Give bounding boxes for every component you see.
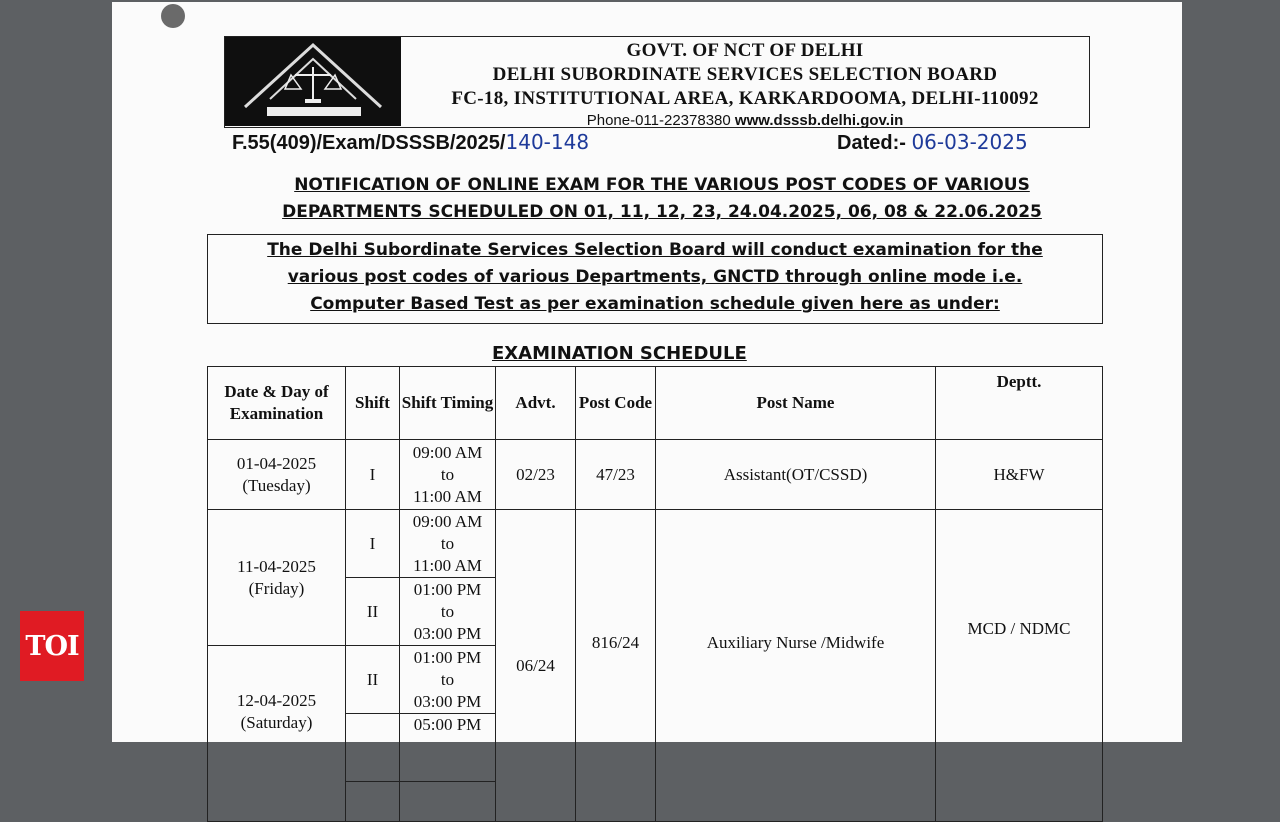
row2-shift: I	[346, 510, 400, 578]
row1-day: (Tuesday)	[242, 475, 311, 495]
handwritten-date: 06-03-2025	[911, 130, 1028, 154]
row4-timing	[400, 646, 496, 714]
letterhead-phone: Phone-011-22378380	[586, 112, 731, 129]
row2-post-name: Auxiliary Nurse /Midwife	[656, 510, 936, 822]
row1-advt: 02/23	[496, 440, 576, 510]
notification-line-1: NOTIFICATION OF ONLINE EXAM FOR THE VARIOUS POST CODES OF VARIOUS	[294, 175, 1030, 195]
table-row	[208, 440, 1103, 510]
row1-post-name: Assistant(OT/CSSD)	[656, 440, 936, 510]
toi-logo: TOI	[20, 611, 84, 681]
intro-line-3: Computer Based Test as per examination schedule given here as under:	[310, 294, 1000, 314]
letterhead	[224, 36, 1090, 128]
row1-date-cell	[208, 440, 346, 510]
letterhead-website: www.dsssb.delhi.gov.in	[734, 112, 904, 129]
schedule-title: EXAMINATION SCHEDULE	[492, 343, 747, 364]
row3-timing-to: to	[440, 601, 455, 621]
file-number: F.55(409)/Exam/DSSSB/2025/	[232, 132, 506, 154]
schedule-table	[207, 366, 1103, 822]
row1-timing-to: to	[440, 464, 455, 484]
row1-timing-start: 09:00 AM	[412, 442, 483, 462]
letterhead-board: DELHI SUBORDINATE SERVICES SELECTION BOARD	[492, 64, 998, 85]
row1-deptt: H&FW	[936, 440, 1103, 510]
row4-timing-end: 03:00 PM	[413, 691, 482, 711]
table-row	[208, 510, 1103, 578]
row6-timing	[400, 782, 496, 822]
row5-timing	[400, 714, 496, 782]
row5-shift	[346, 714, 400, 782]
dated	[837, 130, 1028, 155]
row2-day: (Friday)	[248, 578, 305, 598]
row3-timing-end: 03:00 PM	[413, 623, 482, 643]
dsssb-logo	[225, 37, 401, 126]
row4-timing-start: 01:00 PM	[413, 647, 482, 667]
row2-deptt: MCD / NDMC	[936, 510, 1103, 822]
row4-shift: II	[346, 646, 400, 714]
header-timing: Shift Timing	[400, 367, 496, 440]
header-advt: Advt.	[496, 367, 576, 440]
row3-timing-start: 01:00 PM	[413, 579, 482, 599]
row2-date: 11-04-2025	[237, 556, 316, 576]
row2-advt: 06/24	[496, 510, 576, 822]
row1-timing	[400, 440, 496, 510]
row2-date-cell	[208, 510, 346, 646]
row2-post-code: 816/24	[576, 510, 656, 822]
reference-number	[232, 130, 589, 155]
dated-label: Dated:-	[837, 132, 906, 154]
row5-timing-start: 05:00 PM	[413, 715, 482, 734]
row3-timing	[400, 578, 496, 646]
row2-timing	[400, 510, 496, 578]
letterhead-govt: GOVT. OF NCT OF DELHI	[626, 40, 864, 61]
intro-line-1: The Delhi Subordinate Services Selection Board will conduct examination for the	[267, 240, 1043, 260]
row2-timing-start: 09:00 AM	[412, 511, 483, 531]
letterhead-address: FC-18, INSTITUTIONAL AREA, KARKARDOOMA, DELHI-110092	[451, 88, 1039, 109]
header-post-code: Post Code	[576, 367, 656, 440]
document-page	[112, 2, 1182, 742]
row2-timing-to: to	[440, 533, 455, 553]
punch-hole	[161, 4, 185, 28]
notification-title	[222, 172, 1102, 226]
row6-shift	[346, 782, 400, 822]
row1-shift: I	[346, 440, 400, 510]
row4-date: 12-04-2025	[236, 691, 317, 710]
row1-timing-end: 11:00 AM	[413, 486, 482, 506]
row2-timing-end: 11:00 AM	[413, 555, 482, 575]
header-shift: Shift	[346, 367, 400, 440]
table-header-row	[208, 367, 1103, 440]
row4-day: (Saturday)	[240, 713, 313, 732]
header-post-name: Post Name	[656, 367, 936, 440]
intro-box	[207, 234, 1103, 324]
handwritten-number: 140-148	[505, 130, 590, 154]
header-deptt: Deptt.	[936, 367, 1103, 440]
intro-line-2: various post codes of various Departments, GNCTD through online mode i.e.	[287, 267, 1023, 287]
letterhead-contact	[401, 112, 1089, 129]
row1-post-code: 47/23	[576, 440, 656, 510]
row1-date: 01-04-2025	[236, 453, 317, 473]
notification-line-2: DEPARTMENTS SCHEDULED ON 01, 11, 12, 23, 24.04.2025, 06, 08 & 22.06.2025	[282, 202, 1042, 222]
row4-timing-to: to	[440, 669, 455, 689]
row3-shift: II	[346, 578, 400, 646]
header-date: Date & Day of Examination	[208, 367, 346, 440]
row4-date-cell	[208, 646, 346, 822]
